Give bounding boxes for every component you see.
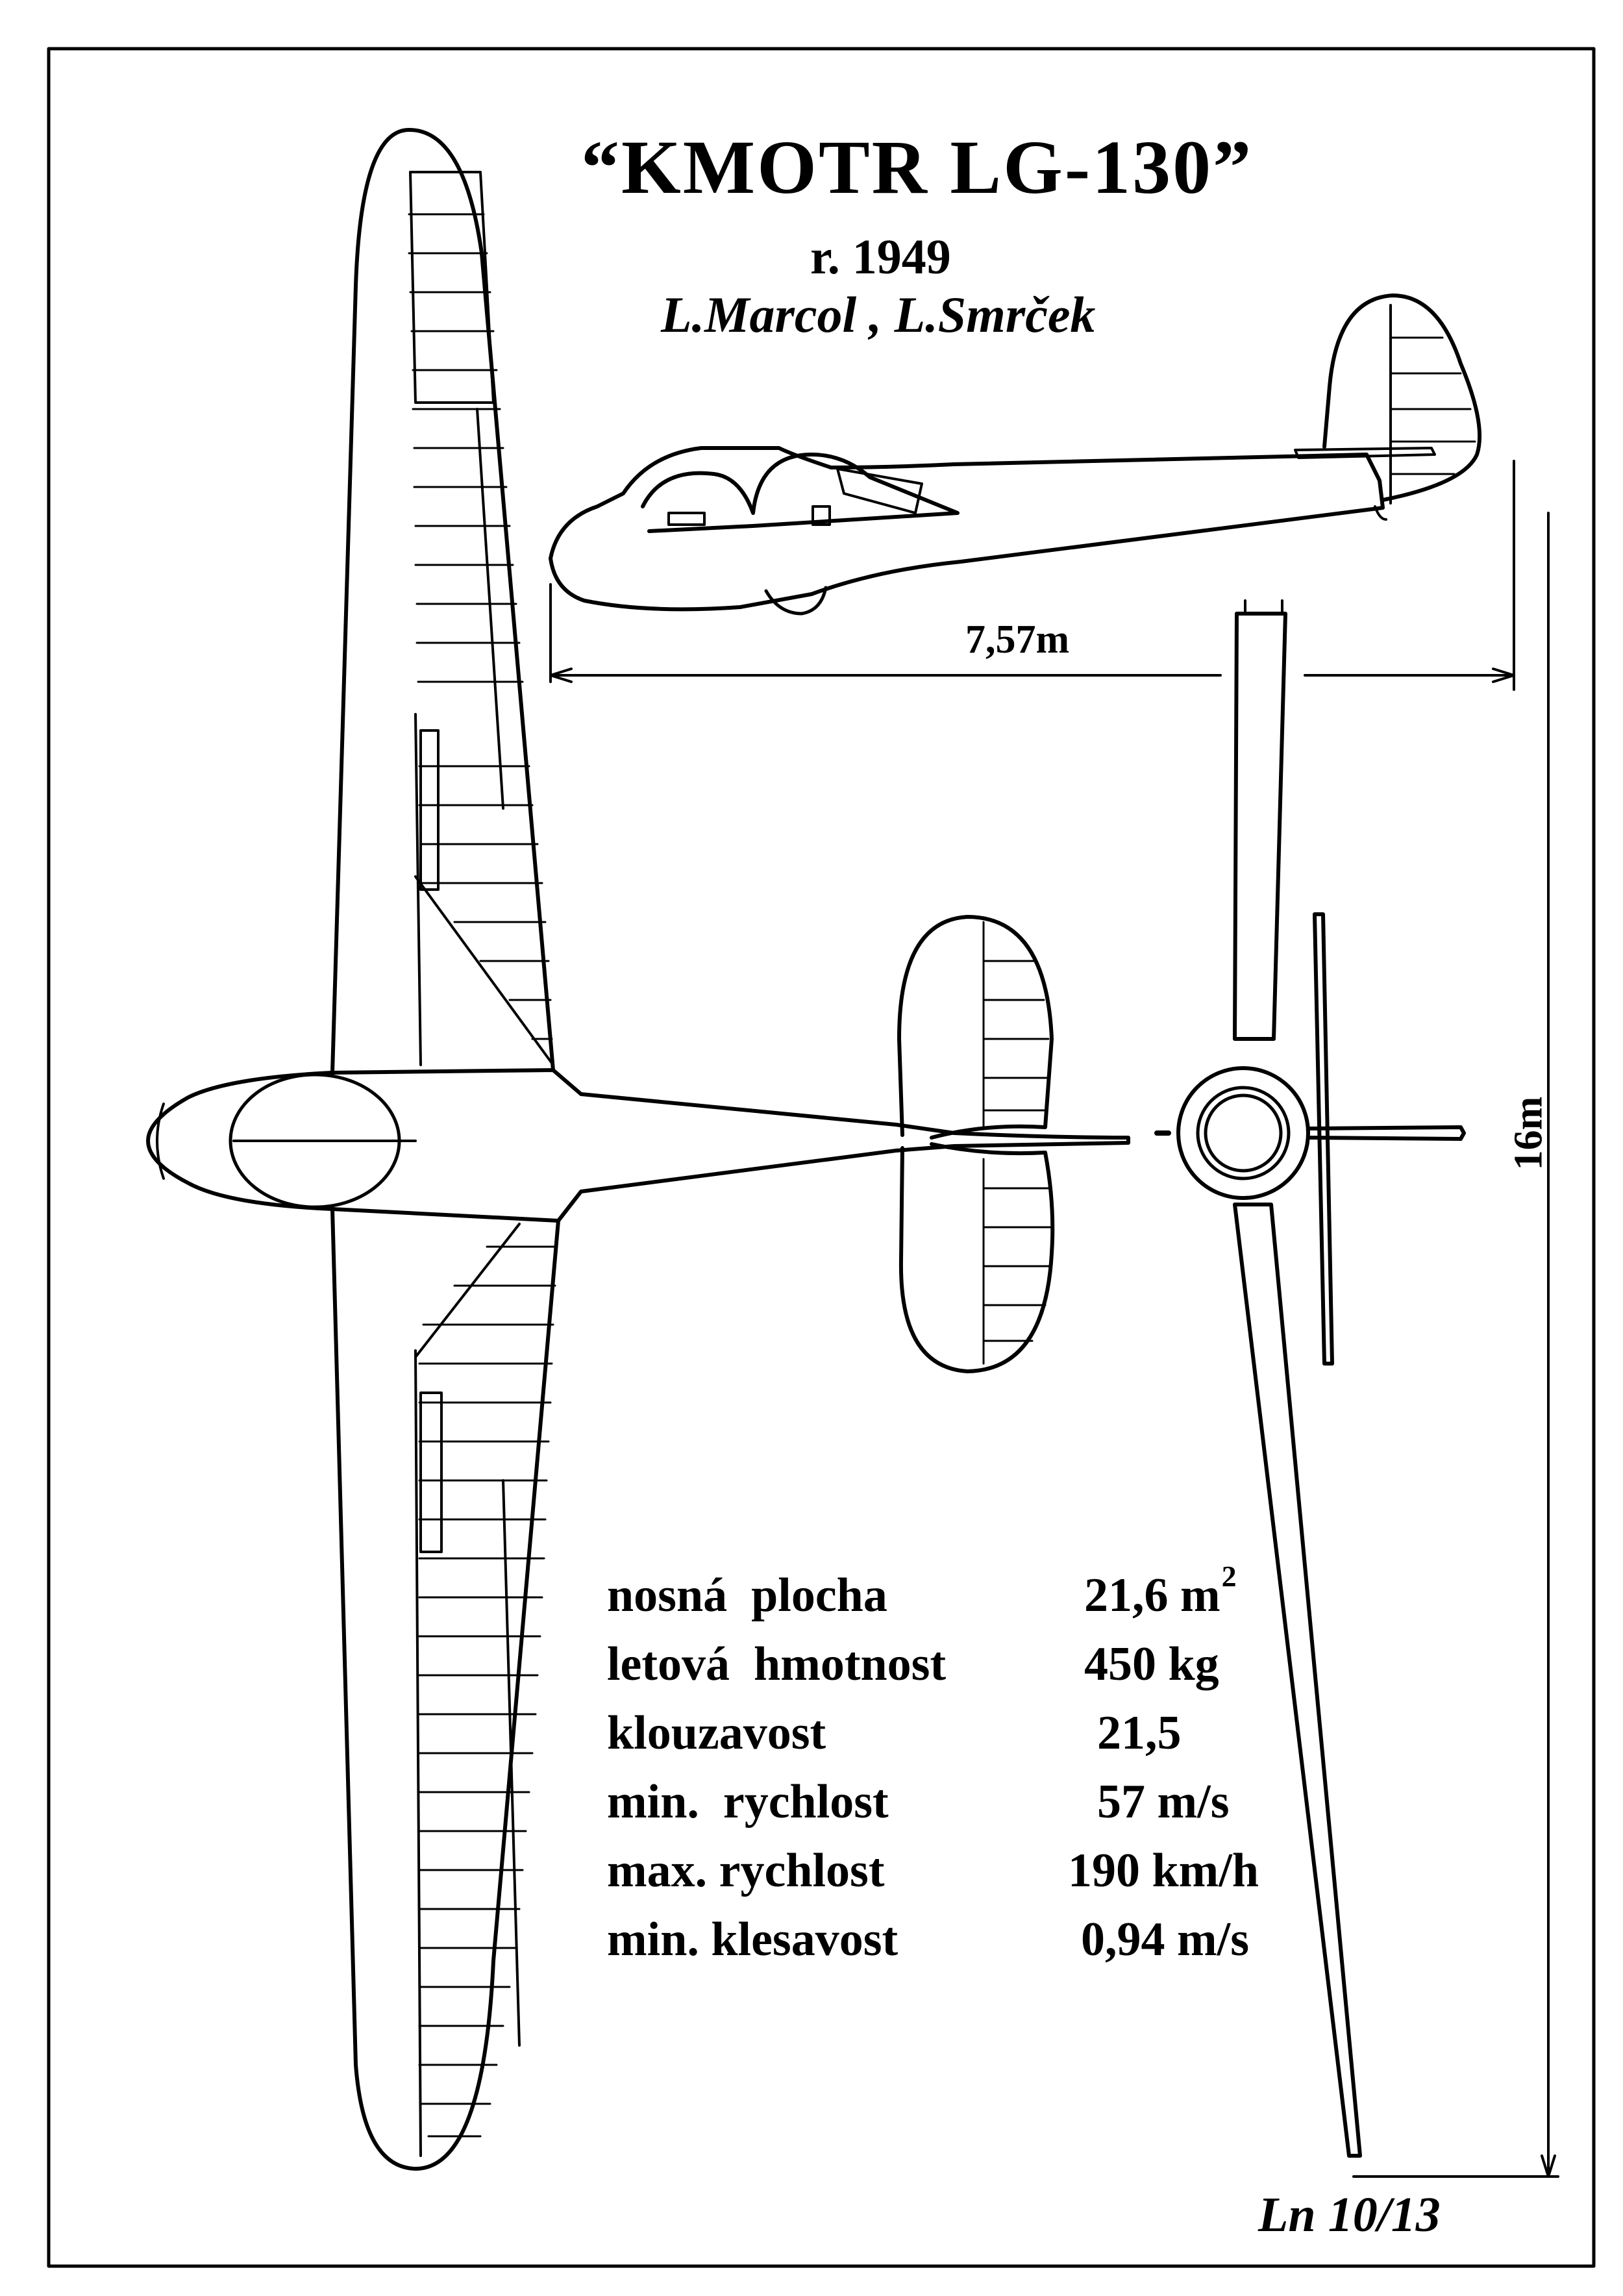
top-view-upper-wing <box>332 130 553 1073</box>
spec-label: min. klesavost <box>607 1913 898 1966</box>
spec-label: letová hmotnost <box>607 1638 947 1691</box>
top-view-tailplane-lower <box>901 1144 1052 1371</box>
top-view-upper-aileron-line <box>415 877 553 1065</box>
top-view-lower-ribs <box>419 1247 557 2136</box>
span-dimension-label: 16m <box>1506 1096 1551 1171</box>
spec-value: 0,94 m/s <box>1081 1913 1249 1966</box>
spec-label: min. rychlost <box>607 1775 889 1828</box>
spec-label: klouzavost <box>607 1706 826 1760</box>
top-view-tailplane-upper <box>899 917 1052 1138</box>
spec-label: nosná plocha <box>607 1569 887 1622</box>
length-dimension-label: 7,57m <box>965 618 1070 662</box>
top-view-upper-ribs <box>409 214 552 1039</box>
span-dimension <box>1354 513 1558 2177</box>
spec-value: 21,5 <box>1097 1706 1182 1760</box>
top-view-upper-aileron-slot <box>421 730 438 890</box>
sheet-reference: Ln 10/13 <box>1258 2188 1441 2242</box>
front-view-wing-lower <box>1235 1204 1360 2156</box>
top-view-upper-wing-inner-outline <box>410 172 493 403</box>
spec-label: max. rychlost <box>607 1844 885 1897</box>
drawing-title: “KMOTR LG-130” <box>581 125 1254 210</box>
spec-value: 57 m/s <box>1097 1775 1230 1828</box>
top-view-lower-aileron-line <box>415 1224 519 1357</box>
drawing-year: r. 1949 <box>810 230 951 284</box>
top-view-lower-wing <box>332 1209 558 2169</box>
side-view-cockpit-marker-1 <box>669 513 704 525</box>
drawing-authors: L.Marcol , L.Smrček <box>661 286 1096 343</box>
spec-value: 190 km/h <box>1068 1844 1259 1897</box>
spec-value: 450 kg <box>1084 1638 1219 1691</box>
top-view-fuselage <box>332 1070 1128 1221</box>
top-view-lower-aileron-slot <box>421 1393 441 1552</box>
front-view-cockpit-ring <box>1198 1088 1289 1179</box>
side-view-fin <box>1324 295 1480 500</box>
side-view-canopy-window <box>837 469 922 513</box>
spec-value: 21,6 $m^2$ <box>1084 1560 1237 1622</box>
spec-value-superscript: 2 <box>1221 1560 1237 1593</box>
front-view-stabilizer <box>1308 1127 1464 1139</box>
front-view-canopy <box>1206 1095 1281 1171</box>
front-view-wing-upper <box>1235 614 1285 1039</box>
top-view-lower-spar <box>503 1480 519 2045</box>
